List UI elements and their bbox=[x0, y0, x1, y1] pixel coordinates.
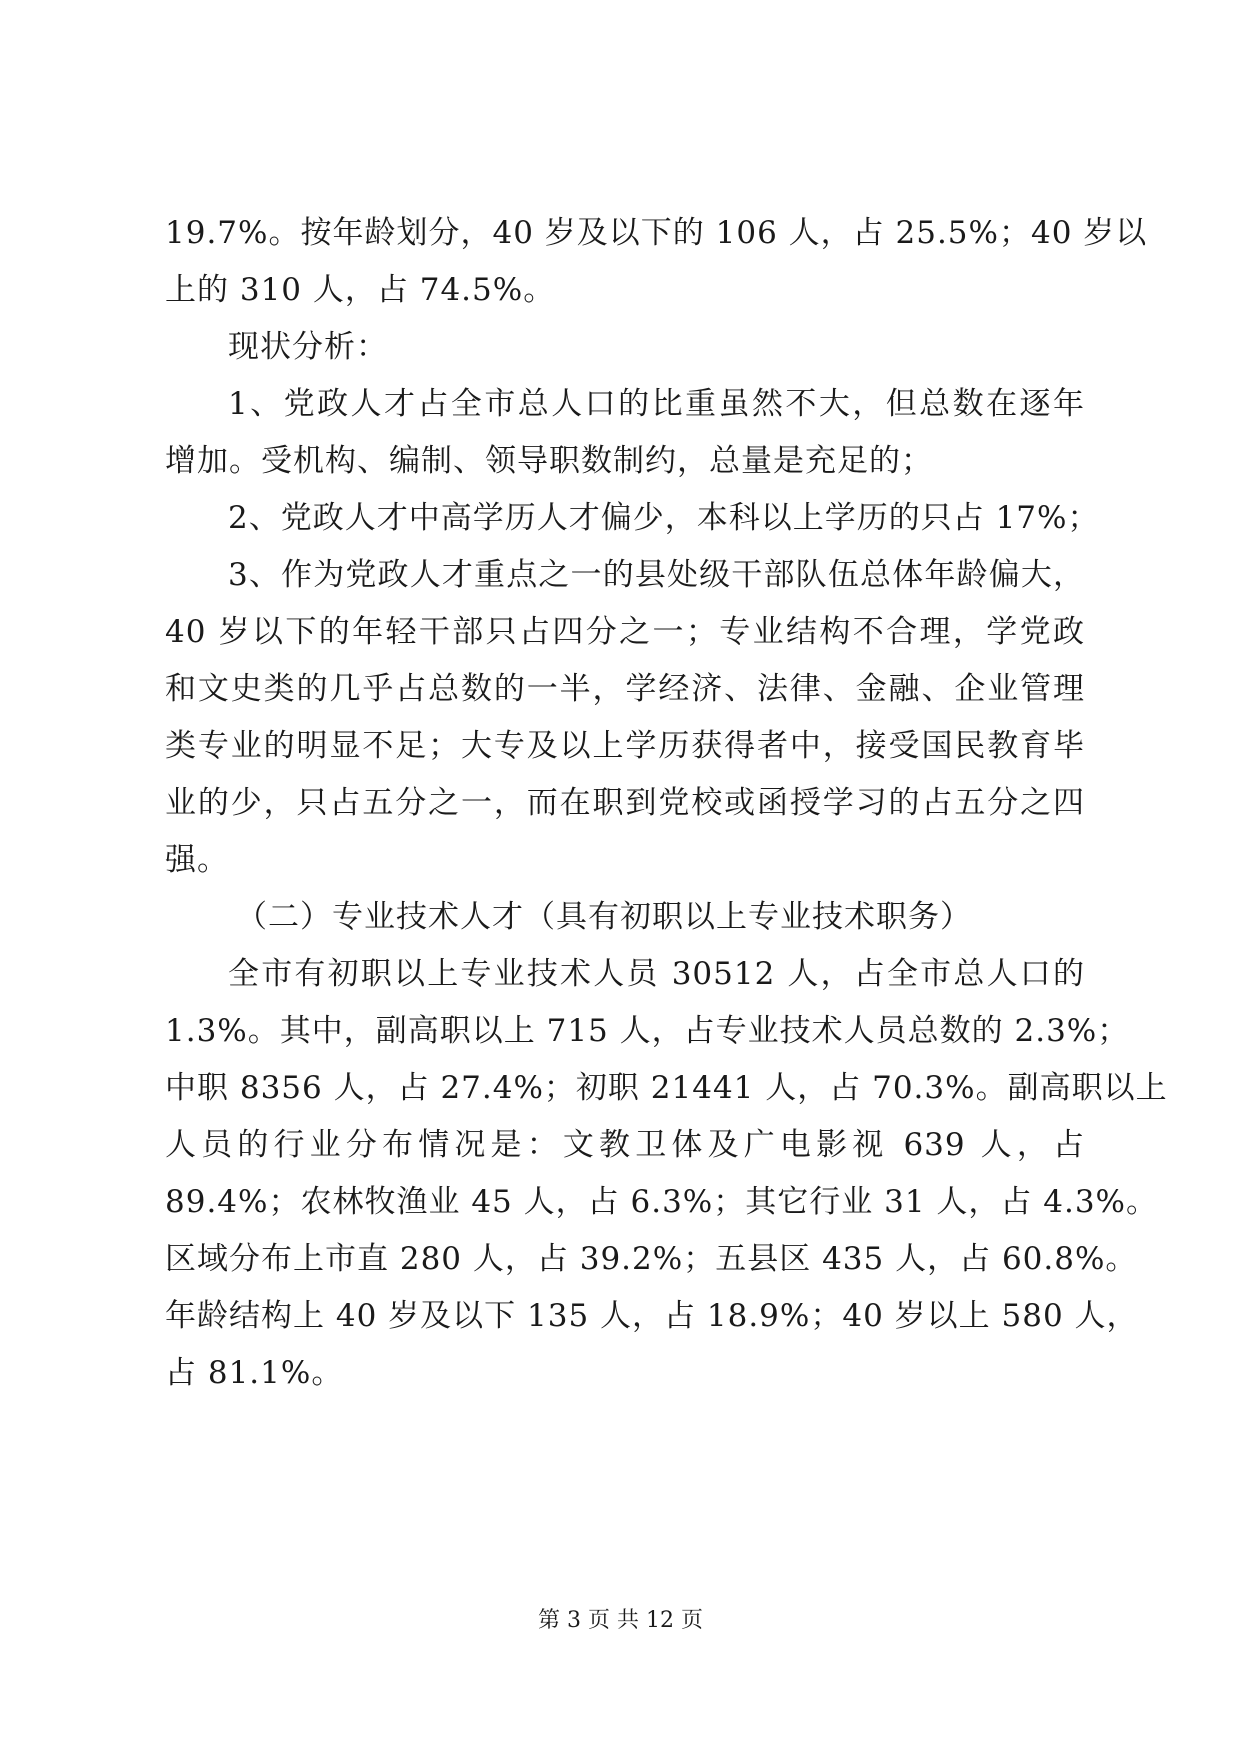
text-line: 1、党政人才占全市总人口的比重虽然不大，但总数在逐年 bbox=[228, 386, 1085, 422]
text-line: 区域分布上市直 280 人，占 39.2%；五县区 435 人，占 60.8%。 bbox=[165, 1241, 1138, 1277]
text-line: 3、作为党政人才重点之一的县处级干部队伍总体年龄偏大， bbox=[228, 557, 1085, 593]
text-line: 1.3%。其中，副高职以上 715 人，占专业技术人员总数的 2.3%； bbox=[165, 1013, 1130, 1049]
text-line: 年龄结构上 40 岁及以下 135 人，占 18.9%；40 岁以上 580 人， bbox=[165, 1298, 1139, 1334]
text-line: 增加。受机构、编制、领导职数制约，总量是充足的； bbox=[165, 443, 933, 479]
section-heading: （二）专业技术人才（具有初职以上专业技术职务） bbox=[236, 899, 972, 935]
page-number-footer: 第 3 页 共 12 页 bbox=[538, 1608, 703, 1633]
text-line: 40 岁以下的年轻干部只占四分之一；专业结构不合理，学党政 bbox=[165, 614, 1085, 650]
text-line: 全市有初职以上专业技术人员 30512 人，占全市总人口的 bbox=[228, 956, 1085, 992]
text-line: 上的 310 人，占 74.5%。 bbox=[165, 272, 556, 308]
text-line: 89.4%；农林牧渔业 45 人，占 6.3%；其它行业 31 人，占 4.3%。 bbox=[165, 1184, 1159, 1220]
text-line: 类专业的明显不足；大专及以上学历获得者中，接受国民教育毕 bbox=[165, 728, 1085, 764]
section-label: 现状分析： bbox=[228, 329, 388, 365]
text-line: 人员的行业分布情况是：文教卫体及广电影视 639 人，占 bbox=[165, 1127, 1085, 1163]
text-line: 占 81.1%。 bbox=[165, 1355, 344, 1391]
text-line: 19.7%。按年龄划分，40 岁及以下的 106 人，占 25.5%；40 岁以 bbox=[165, 215, 1148, 251]
text-line: 2、党政人才中高学历人才偏少，本科以上学历的只占 17%； bbox=[228, 500, 1100, 536]
text-line: 中职 8356 人，占 27.4%；初职 21441 人，占 70.3%。副高职以上 bbox=[165, 1070, 1168, 1106]
text-line: 和文史类的几乎占总数的一半，学经济、法律、金融、企业管理 bbox=[165, 671, 1085, 707]
text-line: 强。 bbox=[165, 842, 229, 878]
text-line: 业的少，只占五分之一，而在职到党校或函授学习的占五分之四 bbox=[165, 785, 1085, 821]
